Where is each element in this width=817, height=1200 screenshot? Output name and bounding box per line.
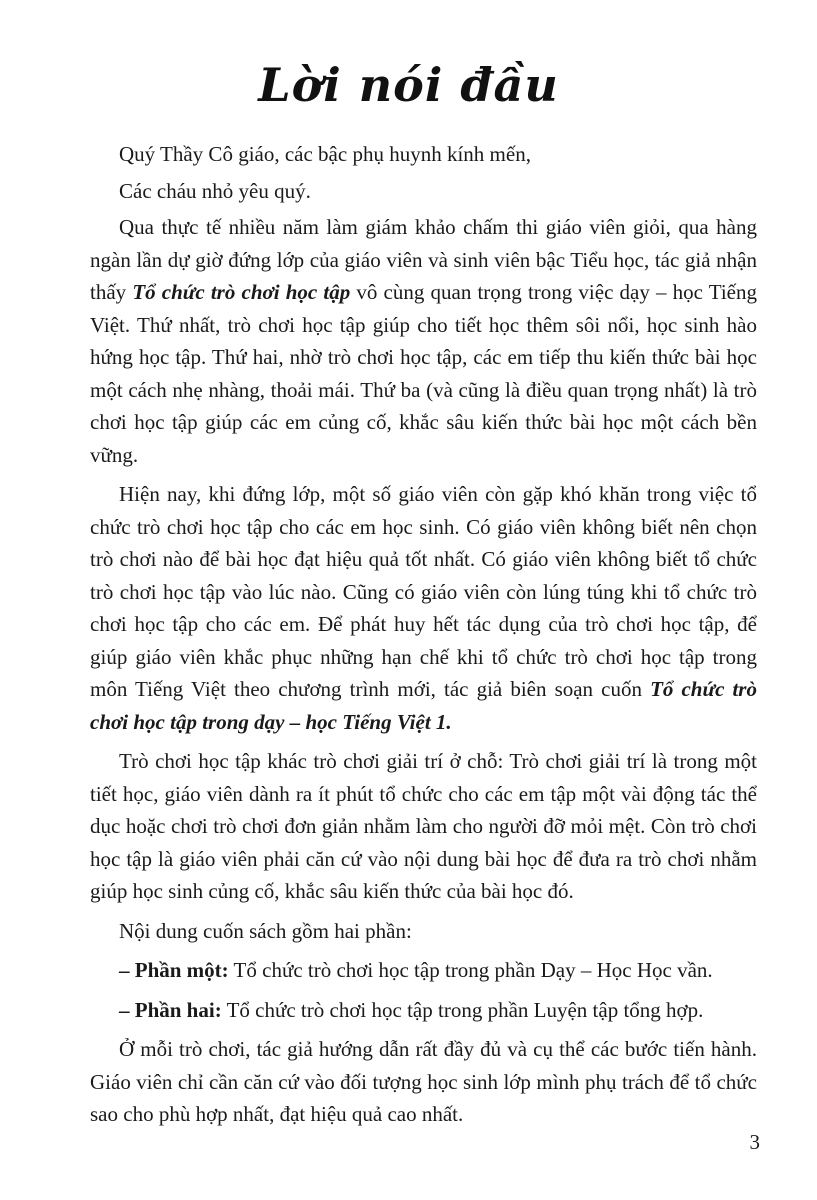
part-one-item [90, 954, 757, 987]
part-one-label: – Phần một: [119, 958, 229, 982]
book-title-emphasis: Tổ chức trò chơi học tập trong dạy – học Tiếng Việt 1. [90, 677, 757, 734]
paragraph-4: Nội dung cuốn sách gồm hai phần: [119, 918, 412, 943]
part-one-text: Tổ chức trò chơi học tập trong phần Dạy – Học Học vần. [228, 958, 713, 982]
paragraph-1-text-a: Qua thực tế nhiều năm làm giám khảo chấm thi giáo viên giỏi, qua hàng ngàn lần dự giờ đứng lớp của giáo viên và sinh viên bậc Tiểu học, tác giả nhận thấy [90, 215, 757, 304]
part-two-label: – Phần hai: [119, 997, 222, 1022]
paragraph-1 [90, 211, 757, 471]
part-two-item [90, 994, 757, 1027]
paragraph-5: Ở mỗi trò chơi, tác giả hướng dẫn rất đầy đủ và cụ thể các bước tiến hành. Giáo viên chỉ cần căn cứ vào đối tượng học sinh lớp mình phụ trách để tổ chức sao cho phù hợp nhất, đạt hiệu quả cao nhất. [90, 1037, 757, 1126]
paragraph-1-emphasis: Tổ chức trò chơi học tập [132, 280, 351, 304]
greeting-line-2: Các cháu nhỏ yêu quý. [119, 178, 311, 203]
part-two-text: Tổ chức trò chơi học tập trong phần Luyện tập tổng hợp. [221, 997, 704, 1022]
paragraph-2-text: Hiện nay, khi đứng lớp, một số giáo viên còn gặp khó khăn trong việc tổ chức trò chơi học tập cho các em học sinh. Có giáo viên không biết nên chọn trò chơi nào để bài học đạt hiệu quả tốt nhất. Có giáo viên không biết tổ chức trò chơi học tập vào lúc nào. Cũng có giáo viên còn lúng túng khi tổ chức trò chơi học tập cho các em. Để phát huy hết tác dụng của trò chơi học tập, để giúp giáo viên khắc phục những hạn chế khi tổ chức trò chơi học tập trong môn Tiếng Việt theo chương trình mới, tác giả biên soạn cuốn [90, 482, 757, 701]
page-title: Lời nói đầu [258, 58, 559, 112]
paragraph-2 [90, 478, 757, 738]
page-number: 3 [749, 1130, 760, 1154]
paragraph-1-text-b: vô cùng quan trọng trong việc dạy – học Tiếng Việt. Thứ nhất, trò chơi học tập giúp cho tiết học thêm sôi nổi, học sinh hào hứng học tập. Thứ hai, nhờ trò chơi học tập, các em tiếp thu kiến thức bài học một cách nhẹ nhàng, thoải mái. Thứ ba (và cũng là điều quan trọng nhất) là trò chơi học tập giúp các em củng cố, khắc sâu kiến thức bài học một cách bền vững. [90, 280, 757, 467]
paragraph-3: Trò chơi học tập khác trò chơi giải trí ở chỗ: Trò chơi giải trí là trong một tiết học, giáo viên dành ra ít phút tổ chức cho các em tập một vài động tác thể dục hoặc chơi trò chơi đơn giản nhằm làm cho người đỡ mỏi mệt. Còn trò chơi học tập là giáo viên phải căn cứ vào nội dung bài học để đưa ra trò chơi nhằm giúp học sinh củng cố, khắc sâu kiến thức của bài học đó. [90, 749, 757, 903]
preface-body [90, 138, 757, 1138]
greeting-line-1: Quý Thầy Cô giáo, các bậc phụ huynh kính mến, [119, 142, 531, 166]
